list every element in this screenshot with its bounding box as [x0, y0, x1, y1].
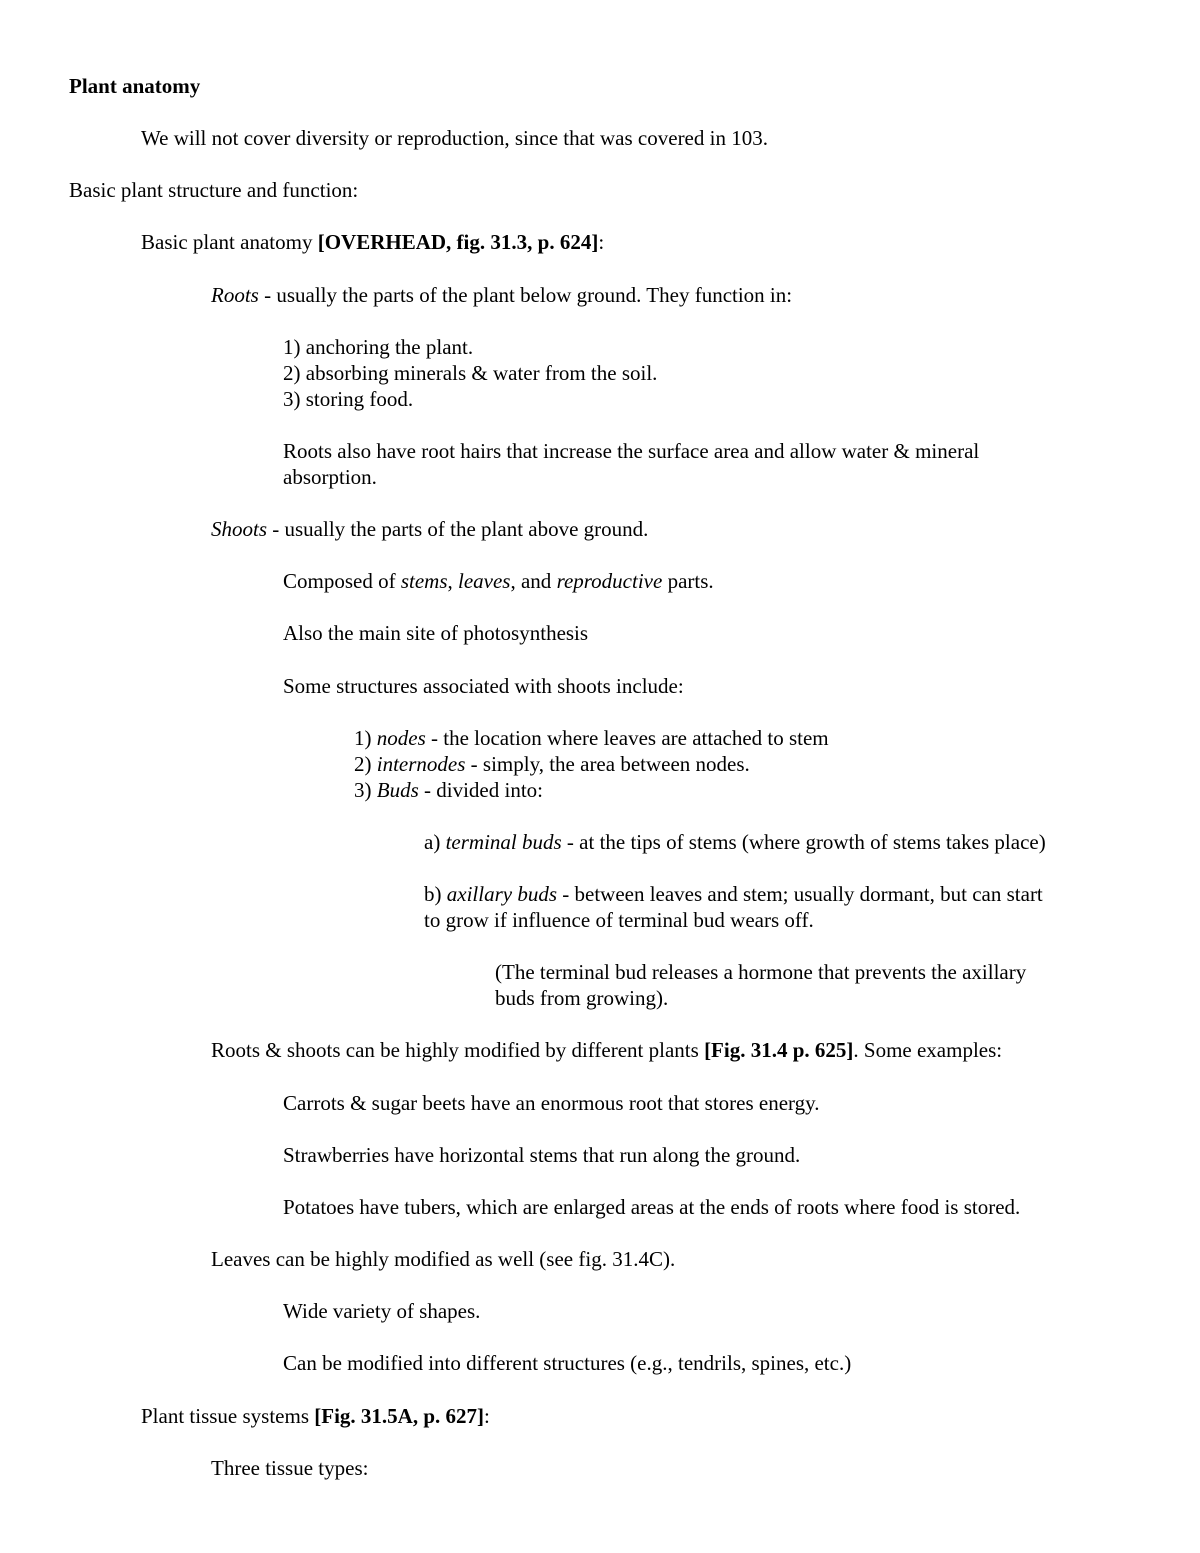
example-item: Carrots & sugar beets have an enormous root that stores energy. [283, 1091, 820, 1115]
list-item-continuation: to grow if influence of terminal bud wears off. [424, 908, 814, 932]
shoots-term: Shoots [211, 517, 268, 541]
roots-definition: Roots - usually the parts of the plant below ground. They function in: [211, 283, 793, 307]
list-item: 1) anchoring the plant. [283, 335, 474, 359]
list-item: 1) nodes - the location where leaves are attached to stem [354, 726, 829, 750]
structures-intro: Some structures associated with shoots include: [283, 674, 684, 698]
example-item: Potatoes have tubers, which are enlarged areas at the ends of roots where food is stored. [283, 1195, 1021, 1219]
list-item: a) terminal buds - at the tips of stems (where growth of stems takes place) [424, 830, 1046, 854]
intro-text: We will not cover diversity or reproduction, since that was covered in 103. [141, 126, 768, 150]
anatomy-heading: Basic plant anatomy [OVERHEAD, fig. 31.3, p. 624]: [141, 230, 605, 254]
page-title: Plant anatomy [69, 74, 201, 98]
figure-reference: [OVERHEAD, fig. 31.3, p. 624] [317, 230, 599, 254]
modified-heading: Roots & shoots can be highly modified by different plants [Fig. 31.4 p. 625]. Some examples: [211, 1038, 1003, 1062]
example-item: Strawberries have horizontal stems that run along the ground. [283, 1143, 801, 1167]
tissue-types: Three tissue types: [211, 1456, 369, 1480]
shoots-definition: Shoots - usually the parts of the plant above ground. [211, 517, 649, 541]
list-item: b) axillary buds - between leaves and stem; usually dormant, but can start [424, 882, 1043, 906]
list-item: 3) Buds - divided into: [354, 778, 543, 802]
hormone-note: buds from growing). [495, 986, 669, 1010]
tissue-heading: Plant tissue systems [Fig. 31.5A, p. 627]: [141, 1404, 490, 1428]
roots-term: Roots [211, 283, 259, 307]
root-hairs-text: absorption. [283, 465, 377, 489]
root-hairs-text: Roots also have root hairs that increase the surface area and allow water & mineral [283, 439, 980, 463]
figure-reference: [Fig. 31.4 p. 625] [704, 1038, 854, 1062]
list-item: 3) storing food. [283, 387, 414, 411]
shoots-composition: Composed of stems, leaves, and reproductive parts. [283, 569, 714, 593]
section-heading: Basic plant structure and function: [69, 178, 359, 202]
photosynthesis-text: Also the main site of photosynthesis [283, 621, 589, 645]
list-item: 2) internodes - simply, the area between nodes. [354, 752, 750, 776]
leaves-heading: Leaves can be highly modified as well (see fig. 31.4C). [211, 1247, 676, 1271]
list-item: 2) absorbing minerals & water from the soil. [283, 361, 658, 385]
figure-reference: [Fig. 31.5A, p. 627] [314, 1404, 485, 1428]
leaves-point: Wide variety of shapes. [283, 1299, 481, 1323]
leaves-point: Can be modified into different structures (e.g., tendrils, spines, etc.) [283, 1351, 852, 1375]
hormone-note: (The terminal bud releases a hormone that prevents the axillary [495, 960, 1027, 984]
